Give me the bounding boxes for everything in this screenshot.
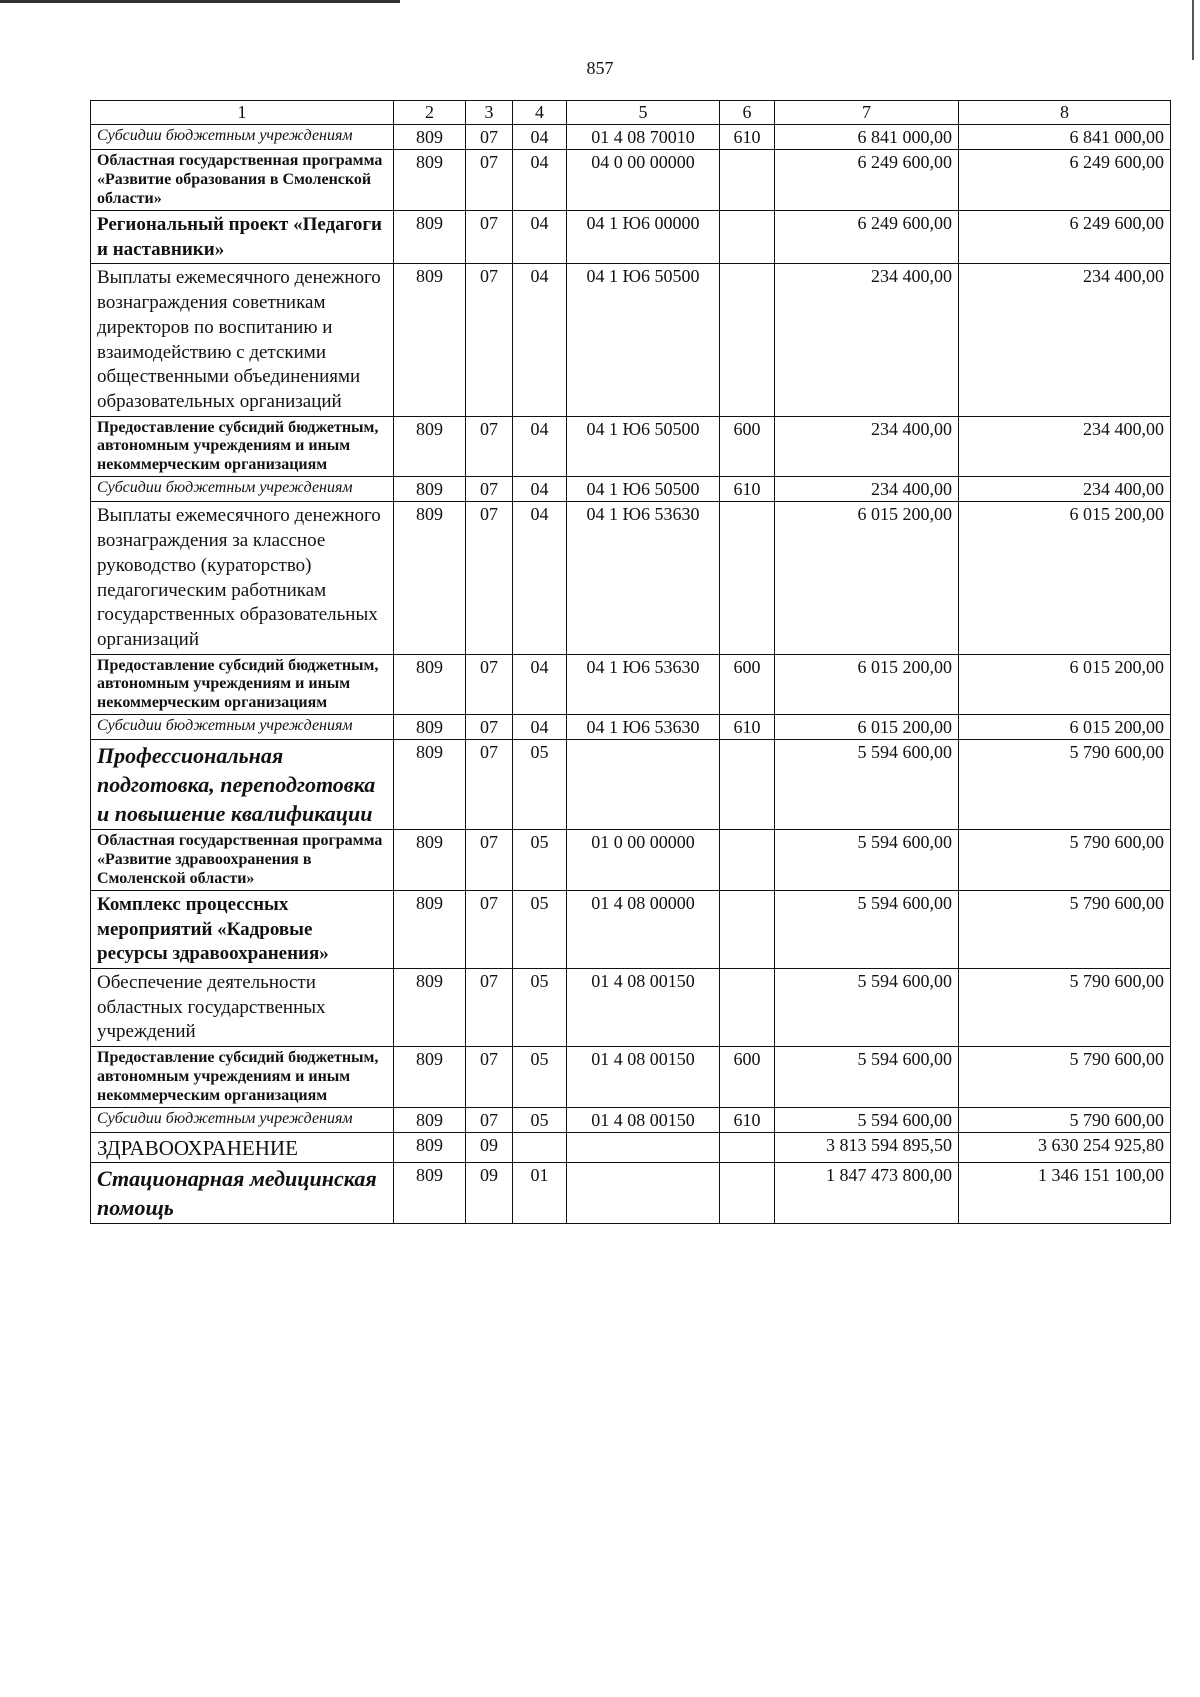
col-6-cell bbox=[720, 968, 775, 1046]
col-5-cell: 04 1 Ю6 53630 bbox=[567, 715, 720, 740]
col-5-cell: 04 0 00 00000 bbox=[567, 150, 720, 211]
col-2-cell: 809 bbox=[394, 125, 466, 150]
col-6-cell bbox=[720, 740, 775, 830]
table-row bbox=[91, 890, 1171, 968]
col-3-cell: 09 bbox=[466, 1132, 513, 1162]
col-6-cell: 600 bbox=[720, 416, 775, 477]
col-3-cell: 07 bbox=[466, 715, 513, 740]
col-7-cell: 6 841 000,00 bbox=[775, 125, 959, 150]
col-3-cell: 07 bbox=[466, 264, 513, 416]
row-name-cell: Региональный проект «Педагоги и наставники» bbox=[91, 211, 394, 264]
row-name-cell: ЗДРАВООХРАНЕНИЕ bbox=[91, 1132, 394, 1162]
col-5-cell: 04 1 Ю6 00000 bbox=[567, 211, 720, 264]
page-number: 857 bbox=[586, 58, 614, 78]
table-row bbox=[91, 477, 1171, 502]
col-5-cell: 01 4 08 00150 bbox=[567, 968, 720, 1046]
col-5-cell: 01 4 08 00150 bbox=[567, 1107, 720, 1132]
col-5-cell bbox=[567, 740, 720, 830]
col-2-cell: 809 bbox=[394, 150, 466, 211]
col-7-cell: 234 400,00 bbox=[775, 264, 959, 416]
col-3-cell: 07 bbox=[466, 502, 513, 654]
row-name-cell: Субсидии бюджетным учреждениям bbox=[91, 1107, 394, 1132]
col-4-cell: 04 bbox=[513, 416, 567, 477]
col-4-cell: 05 bbox=[513, 1046, 567, 1107]
col-6-cell: 600 bbox=[720, 1046, 775, 1107]
col-3-cell: 07 bbox=[466, 740, 513, 830]
row-name-cell: Областная государственная программа «Развитие здравоохранения в Смоленской области» bbox=[91, 830, 394, 891]
col-8-cell: 5 790 600,00 bbox=[959, 890, 1171, 968]
col-2-cell: 809 bbox=[394, 416, 466, 477]
col-5-cell: 04 1 Ю6 50500 bbox=[567, 264, 720, 416]
header-cell: 8 bbox=[959, 101, 1171, 125]
col-4-cell: 04 bbox=[513, 150, 567, 211]
col-3-cell: 09 bbox=[466, 1163, 513, 1224]
scan-edge-right bbox=[1192, 0, 1194, 60]
col-6-cell: 600 bbox=[720, 654, 775, 715]
col-7-cell: 6 249 600,00 bbox=[775, 150, 959, 211]
row-name-cell: Выплаты ежемесячного денежного вознаграждения за классное руководство (кураторство) педагогическим работникам государственных образовательных организаций bbox=[91, 502, 394, 654]
header-cell: 5 bbox=[567, 101, 720, 125]
col-3-cell: 07 bbox=[466, 211, 513, 264]
col-2-cell: 809 bbox=[394, 1163, 466, 1224]
table-row bbox=[91, 715, 1171, 740]
row-name-cell: Субсидии бюджетным учреждениям bbox=[91, 477, 394, 502]
col-5-cell bbox=[567, 1132, 720, 1162]
col-4-cell: 04 bbox=[513, 125, 567, 150]
col-7-cell: 1 847 473 800,00 bbox=[775, 1163, 959, 1224]
col-2-cell: 809 bbox=[394, 1132, 466, 1162]
table-row bbox=[91, 211, 1171, 264]
col-3-cell: 07 bbox=[466, 968, 513, 1046]
row-name-cell: Областная государственная программа «Развитие образования в Смоленской области» bbox=[91, 150, 394, 211]
col-8-cell: 1 346 151 100,00 bbox=[959, 1163, 1171, 1224]
budget-table bbox=[90, 100, 1171, 1224]
col-2-cell: 809 bbox=[394, 1107, 466, 1132]
col-3-cell: 07 bbox=[466, 477, 513, 502]
col-4-cell: 05 bbox=[513, 968, 567, 1046]
col-6-cell: 610 bbox=[720, 477, 775, 502]
table-row bbox=[91, 1046, 1171, 1107]
col-4-cell: 05 bbox=[513, 740, 567, 830]
row-name-cell: Выплаты ежемесячного денежного вознаграждения советникам директоров по воспитанию и взаимодействию с детскими общественными объединениями образовательных организаций bbox=[91, 264, 394, 416]
col-5-cell: 01 4 08 00150 bbox=[567, 1046, 720, 1107]
col-7-cell: 6 015 200,00 bbox=[775, 715, 959, 740]
col-2-cell: 809 bbox=[394, 715, 466, 740]
col-8-cell: 234 400,00 bbox=[959, 416, 1171, 477]
table-row bbox=[91, 654, 1171, 715]
col-7-cell: 5 594 600,00 bbox=[775, 830, 959, 891]
table-row bbox=[91, 1132, 1171, 1162]
row-name-cell: Предоставление субсидий бюджетным, автономным учреждениям и иным некоммерческим организациям bbox=[91, 1046, 394, 1107]
col-3-cell: 07 bbox=[466, 416, 513, 477]
table-row bbox=[91, 1163, 1171, 1224]
col-5-cell bbox=[567, 1163, 720, 1224]
col-5-cell: 01 4 08 00000 bbox=[567, 890, 720, 968]
col-2-cell: 809 bbox=[394, 1046, 466, 1107]
col-5-cell: 04 1 Ю6 50500 bbox=[567, 477, 720, 502]
col-8-cell: 5 790 600,00 bbox=[959, 968, 1171, 1046]
col-3-cell: 07 bbox=[466, 890, 513, 968]
col-8-cell: 6 015 200,00 bbox=[959, 654, 1171, 715]
col-8-cell: 3 630 254 925,80 bbox=[959, 1132, 1171, 1162]
col-8-cell: 6 249 600,00 bbox=[959, 211, 1171, 264]
row-name-cell: Стационарная медицинская помощь bbox=[91, 1163, 394, 1224]
col-6-cell: 610 bbox=[720, 1107, 775, 1132]
col-5-cell: 04 1 Ю6 53630 bbox=[567, 502, 720, 654]
col-3-cell: 07 bbox=[466, 830, 513, 891]
col-7-cell: 5 594 600,00 bbox=[775, 1046, 959, 1107]
col-3-cell: 07 bbox=[466, 125, 513, 150]
col-8-cell: 6 015 200,00 bbox=[959, 502, 1171, 654]
col-4-cell: 01 bbox=[513, 1163, 567, 1224]
col-6-cell bbox=[720, 502, 775, 654]
col-6-cell bbox=[720, 1132, 775, 1162]
col-5-cell: 04 1 Ю6 53630 bbox=[567, 654, 720, 715]
table-row bbox=[91, 150, 1171, 211]
col-7-cell: 6 249 600,00 bbox=[775, 211, 959, 264]
col-3-cell: 07 bbox=[466, 1046, 513, 1107]
col-8-cell: 6 249 600,00 bbox=[959, 150, 1171, 211]
col-4-cell: 05 bbox=[513, 830, 567, 891]
col-5-cell: 01 0 00 00000 bbox=[567, 830, 720, 891]
col-7-cell: 3 813 594 895,50 bbox=[775, 1132, 959, 1162]
header-row bbox=[91, 101, 1171, 125]
table-body bbox=[91, 125, 1171, 1224]
col-8-cell: 5 790 600,00 bbox=[959, 1046, 1171, 1107]
row-name-cell: Обеспечение деятельности областных государственных учреждений bbox=[91, 968, 394, 1046]
col-7-cell: 234 400,00 bbox=[775, 416, 959, 477]
header-cell: 2 bbox=[394, 101, 466, 125]
col-4-cell bbox=[513, 1132, 567, 1162]
col-7-cell: 6 015 200,00 bbox=[775, 654, 959, 715]
col-2-cell: 809 bbox=[394, 890, 466, 968]
table-row bbox=[91, 1107, 1171, 1132]
col-8-cell: 5 790 600,00 bbox=[959, 830, 1171, 891]
col-2-cell: 809 bbox=[394, 968, 466, 1046]
col-2-cell: 809 bbox=[394, 477, 466, 502]
table-row bbox=[91, 740, 1171, 830]
header-cell: 7 bbox=[775, 101, 959, 125]
col-4-cell: 05 bbox=[513, 1107, 567, 1132]
header-cell: 6 bbox=[720, 101, 775, 125]
col-6-cell bbox=[720, 1163, 775, 1224]
table-row bbox=[91, 416, 1171, 477]
col-7-cell: 5 594 600,00 bbox=[775, 1107, 959, 1132]
col-8-cell: 6 841 000,00 bbox=[959, 125, 1171, 150]
col-7-cell: 5 594 600,00 bbox=[775, 740, 959, 830]
col-8-cell: 6 015 200,00 bbox=[959, 715, 1171, 740]
col-4-cell: 04 bbox=[513, 264, 567, 416]
col-6-cell bbox=[720, 264, 775, 416]
col-3-cell: 07 bbox=[466, 1107, 513, 1132]
header-cell: 1 bbox=[91, 101, 394, 125]
row-name-cell: Комплекс процессных мероприятий «Кадровые ресурсы здравоохранения» bbox=[91, 890, 394, 968]
col-7-cell: 6 015 200,00 bbox=[775, 502, 959, 654]
col-4-cell: 05 bbox=[513, 890, 567, 968]
col-4-cell: 04 bbox=[513, 211, 567, 264]
col-6-cell bbox=[720, 211, 775, 264]
col-7-cell: 234 400,00 bbox=[775, 477, 959, 502]
col-6-cell bbox=[720, 890, 775, 968]
row-name-cell: Профессиональная подготовка, переподготовка и повышение квалификации bbox=[91, 740, 394, 830]
col-7-cell: 5 594 600,00 bbox=[775, 968, 959, 1046]
col-6-cell bbox=[720, 830, 775, 891]
header-cell: 4 bbox=[513, 101, 567, 125]
col-2-cell: 809 bbox=[394, 654, 466, 715]
table-row bbox=[91, 264, 1171, 416]
col-2-cell: 809 bbox=[394, 502, 466, 654]
row-name-cell: Предоставление субсидий бюджетным, автономным учреждениям и иным некоммерческим организациям bbox=[91, 654, 394, 715]
col-4-cell: 04 bbox=[513, 477, 567, 502]
col-4-cell: 04 bbox=[513, 502, 567, 654]
row-name-cell: Предоставление субсидий бюджетным, автономным учреждениям и иным некоммерческим организациям bbox=[91, 416, 394, 477]
col-8-cell: 234 400,00 bbox=[959, 264, 1171, 416]
table-row bbox=[91, 125, 1171, 150]
col-4-cell: 04 bbox=[513, 715, 567, 740]
col-5-cell: 01 4 08 70010 bbox=[567, 125, 720, 150]
col-8-cell: 5 790 600,00 bbox=[959, 740, 1171, 830]
col-4-cell: 04 bbox=[513, 654, 567, 715]
col-7-cell: 5 594 600,00 bbox=[775, 890, 959, 968]
row-name-cell: Субсидии бюджетным учреждениям bbox=[91, 125, 394, 150]
table-row bbox=[91, 830, 1171, 891]
row-name-cell: Субсидии бюджетным учреждениям bbox=[91, 715, 394, 740]
scan-edge-top bbox=[0, 0, 400, 3]
col-8-cell: 234 400,00 bbox=[959, 477, 1171, 502]
col-2-cell: 809 bbox=[394, 264, 466, 416]
col-2-cell: 809 bbox=[394, 830, 466, 891]
header-cell: 3 bbox=[466, 101, 513, 125]
table-row bbox=[91, 968, 1171, 1046]
col-6-cell: 610 bbox=[720, 125, 775, 150]
col-3-cell: 07 bbox=[466, 654, 513, 715]
col-8-cell: 5 790 600,00 bbox=[959, 1107, 1171, 1132]
col-3-cell: 07 bbox=[466, 150, 513, 211]
col-6-cell bbox=[720, 150, 775, 211]
col-5-cell: 04 1 Ю6 50500 bbox=[567, 416, 720, 477]
table-row bbox=[91, 502, 1171, 654]
col-2-cell: 809 bbox=[394, 211, 466, 264]
col-2-cell: 809 bbox=[394, 740, 466, 830]
col-6-cell: 610 bbox=[720, 715, 775, 740]
